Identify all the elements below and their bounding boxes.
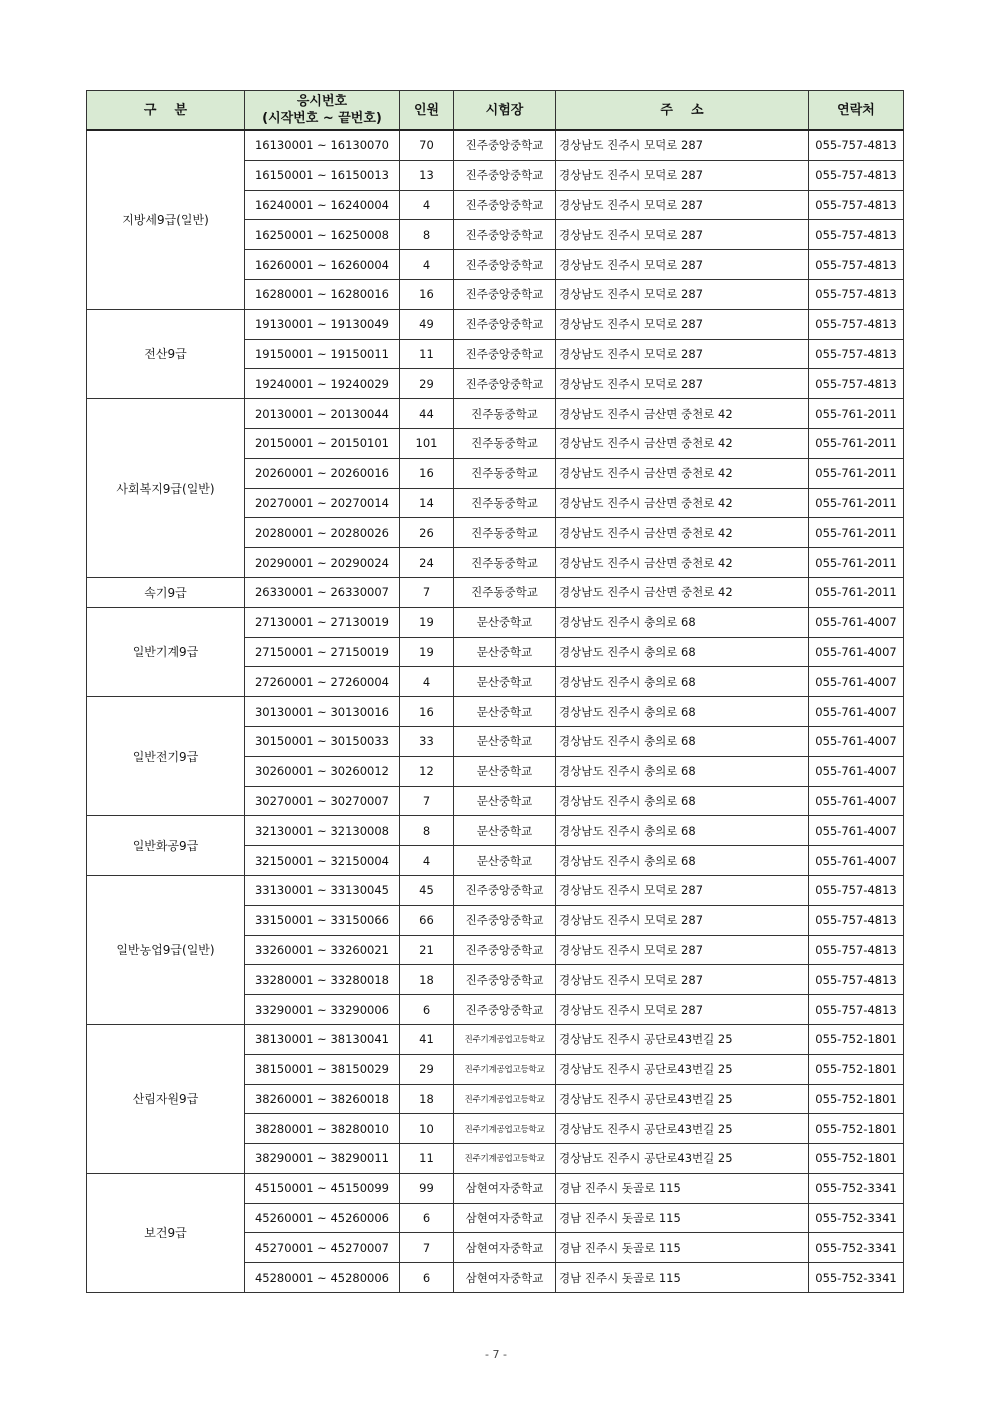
exam-number-range-cell: 32150001 ~ 32150004 — [245, 846, 400, 876]
address-cell: 경상남도 진주시 금산면 중천로 42 — [556, 458, 809, 488]
contact-cell: 055-757-4813 — [809, 369, 904, 399]
count-cell: 44 — [400, 399, 454, 429]
count-cell: 11 — [400, 339, 454, 369]
address-cell: 경상남도 진주시 금산면 중천로 42 — [556, 488, 809, 518]
contact-cell: 055-757-4813 — [809, 935, 904, 965]
address-cell: 경상남도 진주시 모덕로 287 — [556, 130, 809, 160]
category-cell: 전산9급 — [87, 309, 245, 398]
exam-number-range-cell: 30260001 ~ 30260012 — [245, 756, 400, 786]
exam-number-range-cell: 33130001 ~ 33130045 — [245, 875, 400, 905]
address-cell: 경남 진주시 돗골로 115 — [556, 1173, 809, 1203]
venue-cell: 문산중학교 — [454, 607, 556, 637]
count-cell: 29 — [400, 369, 454, 399]
table-header-row — [87, 91, 904, 131]
exam-number-range-cell: 16280001 ~ 16280016 — [245, 279, 400, 309]
address-cell: 경상남도 진주시 공단로43번길 25 — [556, 1084, 809, 1114]
address-cell: 경상남도 진주시 모덕로 287 — [556, 369, 809, 399]
exam-number-range-cell: 20270001 ~ 20270014 — [245, 488, 400, 518]
header-category: 구 분 — [87, 91, 245, 131]
contact-cell: 055-761-2011 — [809, 428, 904, 458]
venue-cell: 진주기계공업고등학교 — [454, 1054, 556, 1084]
contact-cell: 055-757-4813 — [809, 995, 904, 1025]
category-cell: 속기9급 — [87, 577, 245, 607]
venue-cell: 문산중학교 — [454, 846, 556, 876]
count-cell: 66 — [400, 905, 454, 935]
contact-cell: 055-752-3341 — [809, 1173, 904, 1203]
count-cell: 7 — [400, 1233, 454, 1263]
venue-cell: 문산중학교 — [454, 816, 556, 846]
contact-cell: 055-752-1801 — [809, 1084, 904, 1114]
address-cell: 경상남도 진주시 모덕로 287 — [556, 935, 809, 965]
contact-cell: 055-757-4813 — [809, 279, 904, 309]
venue-cell: 문산중학교 — [454, 697, 556, 727]
contact-cell: 055-752-3341 — [809, 1233, 904, 1263]
address-cell: 경상남도 진주시 충의로 68 — [556, 816, 809, 846]
address-cell: 경상남도 진주시 공단로43번길 25 — [556, 1054, 809, 1084]
count-cell: 12 — [400, 756, 454, 786]
address-cell: 경남 진주시 돗골로 115 — [556, 1203, 809, 1233]
contact-cell: 055-752-1801 — [809, 1054, 904, 1084]
exam-number-range-cell: 27150001 ~ 27150019 — [245, 637, 400, 667]
header-exam-number-line2: (시작번호 ~ 끝번호) — [262, 111, 382, 126]
count-cell: 7 — [400, 786, 454, 816]
count-cell: 16 — [400, 279, 454, 309]
count-cell: 45 — [400, 875, 454, 905]
exam-number-range-cell: 33150001 ~ 33150066 — [245, 905, 400, 935]
venue-cell: 진주동중학교 — [454, 399, 556, 429]
address-cell: 경상남도 진주시 모덕로 287 — [556, 965, 809, 995]
count-cell: 24 — [400, 548, 454, 578]
table-row — [87, 1173, 904, 1203]
contact-cell: 055-757-4813 — [809, 309, 904, 339]
count-cell: 16 — [400, 458, 454, 488]
venue-cell: 진주중앙중학교 — [454, 220, 556, 250]
venue-cell: 진주기계공업고등학교 — [454, 1024, 556, 1054]
contact-cell: 055-757-4813 — [809, 250, 904, 280]
exam-number-range-cell: 19150001 ~ 19150011 — [245, 339, 400, 369]
exam-number-range-cell: 33260001 ~ 33260021 — [245, 935, 400, 965]
count-cell: 21 — [400, 935, 454, 965]
contact-cell: 055-757-4813 — [809, 220, 904, 250]
address-cell: 경상남도 진주시 충의로 68 — [556, 667, 809, 697]
count-cell: 14 — [400, 488, 454, 518]
contact-cell: 055-757-4813 — [809, 965, 904, 995]
venue-cell: 진주중앙중학교 — [454, 905, 556, 935]
count-cell: 29 — [400, 1054, 454, 1084]
venue-cell: 진주동중학교 — [454, 428, 556, 458]
count-cell: 6 — [400, 1263, 454, 1293]
contact-cell: 055-752-1801 — [809, 1114, 904, 1144]
table-row — [87, 816, 904, 846]
venue-cell: 진주기계공업고등학교 — [454, 1114, 556, 1144]
exam-venue-table — [86, 90, 904, 1293]
exam-number-range-cell: 45270001 ~ 45270007 — [245, 1233, 400, 1263]
address-cell: 경상남도 진주시 금산면 중천로 42 — [556, 428, 809, 458]
count-cell: 26 — [400, 518, 454, 548]
venue-cell: 진주중앙중학교 — [454, 965, 556, 995]
contact-cell: 055-757-4813 — [809, 160, 904, 190]
count-cell: 70 — [400, 130, 454, 160]
count-cell: 11 — [400, 1144, 454, 1174]
exam-number-range-cell: 38130001 ~ 38130041 — [245, 1024, 400, 1054]
address-cell: 경상남도 진주시 공단로43번길 25 — [556, 1024, 809, 1054]
count-cell: 4 — [400, 667, 454, 697]
exam-number-range-cell: 19240001 ~ 19240029 — [245, 369, 400, 399]
header-exam-number — [245, 91, 400, 131]
contact-cell: 055-752-3341 — [809, 1263, 904, 1293]
address-cell: 경상남도 진주시 충의로 68 — [556, 846, 809, 876]
address-cell: 경상남도 진주시 충의로 68 — [556, 756, 809, 786]
count-cell: 7 — [400, 577, 454, 607]
contact-cell: 055-761-2011 — [809, 458, 904, 488]
contact-cell: 055-757-4813 — [809, 190, 904, 220]
address-cell: 경상남도 진주시 충의로 68 — [556, 637, 809, 667]
exam-number-range-cell: 45260001 ~ 45260006 — [245, 1203, 400, 1233]
contact-cell: 055-757-4813 — [809, 875, 904, 905]
address-cell: 경상남도 진주시 충의로 68 — [556, 607, 809, 637]
address-cell: 경상남도 진주시 충의로 68 — [556, 697, 809, 727]
address-cell: 경상남도 진주시 공단로43번길 25 — [556, 1144, 809, 1174]
venue-cell: 진주중앙중학교 — [454, 309, 556, 339]
venue-cell: 진주중앙중학교 — [454, 369, 556, 399]
exam-number-range-cell: 27260001 ~ 27260004 — [245, 667, 400, 697]
category-cell: 사회복지9급(일반) — [87, 399, 245, 578]
header-contact: 연락처 — [809, 91, 904, 131]
address-cell: 경상남도 진주시 모덕로 287 — [556, 995, 809, 1025]
contact-cell: 055-761-4007 — [809, 607, 904, 637]
address-cell: 경남 진주시 돗골로 115 — [556, 1263, 809, 1293]
venue-cell: 진주중앙중학교 — [454, 935, 556, 965]
address-cell: 경상남도 진주시 모덕로 287 — [556, 190, 809, 220]
venue-cell: 진주기계공업고등학교 — [454, 1144, 556, 1174]
venue-cell: 문산중학교 — [454, 637, 556, 667]
contact-cell: 055-761-4007 — [809, 697, 904, 727]
count-cell: 6 — [400, 1203, 454, 1233]
exam-number-range-cell: 20280001 ~ 20280026 — [245, 518, 400, 548]
exam-number-range-cell: 38150001 ~ 38150029 — [245, 1054, 400, 1084]
count-cell: 16 — [400, 697, 454, 727]
address-cell: 경상남도 진주시 모덕로 287 — [556, 339, 809, 369]
table-row — [87, 1024, 904, 1054]
contact-cell: 055-761-2011 — [809, 399, 904, 429]
exam-number-range-cell: 20260001 ~ 20260016 — [245, 458, 400, 488]
address-cell: 경상남도 진주시 모덕로 287 — [556, 220, 809, 250]
address-cell: 경상남도 진주시 모덕로 287 — [556, 250, 809, 280]
address-cell: 경상남도 진주시 모덕로 287 — [556, 279, 809, 309]
venue-cell: 삼현여자중학교 — [454, 1263, 556, 1293]
venue-cell: 진주중앙중학교 — [454, 875, 556, 905]
venue-cell: 문산중학교 — [454, 667, 556, 697]
address-cell: 경남 진주시 돗골로 115 — [556, 1233, 809, 1263]
contact-cell: 055-752-3341 — [809, 1203, 904, 1233]
address-cell: 경상남도 진주시 금산면 중천로 42 — [556, 577, 809, 607]
venue-cell: 진주기계공업고등학교 — [454, 1084, 556, 1114]
venue-cell: 진주중앙중학교 — [454, 995, 556, 1025]
exam-number-range-cell: 16250001 ~ 16250008 — [245, 220, 400, 250]
category-cell: 지방세9급(일반) — [87, 130, 245, 309]
exam-number-range-cell: 16150001 ~ 16150013 — [245, 160, 400, 190]
exam-number-range-cell: 32130001 ~ 32130008 — [245, 816, 400, 846]
count-cell: 4 — [400, 190, 454, 220]
count-cell: 18 — [400, 1084, 454, 1114]
exam-number-range-cell: 30270001 ~ 30270007 — [245, 786, 400, 816]
contact-cell: 055-761-4007 — [809, 816, 904, 846]
category-cell: 일반농업9급(일반) — [87, 875, 245, 1024]
venue-cell: 문산중학교 — [454, 786, 556, 816]
contact-cell: 055-761-4007 — [809, 846, 904, 876]
exam-number-range-cell: 33280001 ~ 33280018 — [245, 965, 400, 995]
address-cell: 경상남도 진주시 금산면 중천로 42 — [556, 399, 809, 429]
exam-number-range-cell: 19130001 ~ 19130049 — [245, 309, 400, 339]
exam-number-range-cell: 33290001 ~ 33290006 — [245, 995, 400, 1025]
address-cell: 경상남도 진주시 모덕로 287 — [556, 905, 809, 935]
header-address: 주 소 — [556, 91, 809, 131]
exam-number-range-cell: 20290001 ~ 20290024 — [245, 548, 400, 578]
count-cell: 33 — [400, 726, 454, 756]
table-row — [87, 875, 904, 905]
contact-cell: 055-761-2011 — [809, 488, 904, 518]
exam-number-range-cell: 20130001 ~ 20130044 — [245, 399, 400, 429]
count-cell: 13 — [400, 160, 454, 190]
count-cell: 101 — [400, 428, 454, 458]
venue-cell: 진주동중학교 — [454, 488, 556, 518]
contact-cell: 055-761-2011 — [809, 577, 904, 607]
venue-cell: 진주동중학교 — [454, 518, 556, 548]
address-cell: 경상남도 진주시 모덕로 287 — [556, 309, 809, 339]
exam-number-range-cell: 38260001 ~ 38260018 — [245, 1084, 400, 1114]
address-cell: 경상남도 진주시 모덕로 287 — [556, 875, 809, 905]
header-venue: 시험장 — [454, 91, 556, 131]
count-cell: 4 — [400, 846, 454, 876]
count-cell: 10 — [400, 1114, 454, 1144]
contact-cell: 055-761-4007 — [809, 667, 904, 697]
contact-cell: 055-761-4007 — [809, 637, 904, 667]
exam-number-range-cell: 20150001 ~ 20150101 — [245, 428, 400, 458]
address-cell: 경상남도 진주시 금산면 중천로 42 — [556, 548, 809, 578]
contact-cell: 055-752-1801 — [809, 1144, 904, 1174]
header-exam-number-line1: 응시번호 — [296, 94, 348, 109]
contact-cell: 055-757-4813 — [809, 339, 904, 369]
count-cell: 49 — [400, 309, 454, 339]
count-cell: 41 — [400, 1024, 454, 1054]
contact-cell: 055-761-4007 — [809, 756, 904, 786]
page-number: - 7 - — [485, 1348, 507, 1361]
address-cell: 경상남도 진주시 충의로 68 — [556, 786, 809, 816]
contact-cell: 055-761-2011 — [809, 518, 904, 548]
count-cell: 19 — [400, 637, 454, 667]
count-cell: 19 — [400, 607, 454, 637]
exam-number-range-cell: 30130001 ~ 30130016 — [245, 697, 400, 727]
exam-number-range-cell: 16260001 ~ 16260004 — [245, 250, 400, 280]
address-cell: 경상남도 진주시 충의로 68 — [556, 726, 809, 756]
contact-cell: 055-752-1801 — [809, 1024, 904, 1054]
table-row — [87, 607, 904, 637]
category-cell: 일반기계9급 — [87, 607, 245, 696]
exam-number-range-cell: 27130001 ~ 27130019 — [245, 607, 400, 637]
contact-cell: 055-757-4813 — [809, 905, 904, 935]
count-cell: 99 — [400, 1173, 454, 1203]
venue-cell: 진주중앙중학교 — [454, 339, 556, 369]
address-cell: 경상남도 진주시 공단로43번길 25 — [556, 1114, 809, 1144]
table-row — [87, 399, 904, 429]
exam-number-range-cell: 38280001 ~ 38280010 — [245, 1114, 400, 1144]
exam-number-range-cell: 45280001 ~ 45280006 — [245, 1263, 400, 1293]
exam-number-range-cell: 38290001 ~ 38290011 — [245, 1144, 400, 1174]
category-cell: 산림자원9급 — [87, 1024, 245, 1173]
contact-cell: 055-761-2011 — [809, 548, 904, 578]
venue-cell: 삼현여자중학교 — [454, 1173, 556, 1203]
exam-number-range-cell: 16240001 ~ 16240004 — [245, 190, 400, 220]
count-cell: 4 — [400, 250, 454, 280]
venue-cell: 진주중앙중학교 — [454, 160, 556, 190]
venue-cell: 진주중앙중학교 — [454, 250, 556, 280]
exam-number-range-cell: 16130001 ~ 16130070 — [245, 130, 400, 160]
venue-cell: 진주동중학교 — [454, 577, 556, 607]
count-cell: 18 — [400, 965, 454, 995]
count-cell: 8 — [400, 220, 454, 250]
category-cell: 일반전기9급 — [87, 697, 245, 816]
category-cell: 일반화공9급 — [87, 816, 245, 876]
count-cell: 8 — [400, 816, 454, 846]
address-cell: 경상남도 진주시 모덕로 287 — [556, 160, 809, 190]
category-cell: 보건9급 — [87, 1173, 245, 1292]
venue-cell: 삼현여자중학교 — [454, 1233, 556, 1263]
contact-cell: 055-761-4007 — [809, 786, 904, 816]
venue-cell: 진주동중학교 — [454, 548, 556, 578]
venue-cell: 문산중학교 — [454, 756, 556, 786]
exam-number-range-cell: 45150001 ~ 45150099 — [245, 1173, 400, 1203]
exam-number-range-cell: 30150001 ~ 30150033 — [245, 726, 400, 756]
table-row — [87, 577, 904, 607]
contact-cell: 055-757-4813 — [809, 130, 904, 160]
count-cell: 6 — [400, 995, 454, 1025]
venue-cell: 진주중앙중학교 — [454, 130, 556, 160]
table-row — [87, 130, 904, 160]
venue-cell: 진주중앙중학교 — [454, 190, 556, 220]
exam-number-range-cell: 26330001 ~ 26330007 — [245, 577, 400, 607]
table-row — [87, 697, 904, 727]
venue-cell: 문산중학교 — [454, 726, 556, 756]
table-row — [87, 309, 904, 339]
venue-cell: 삼현여자중학교 — [454, 1203, 556, 1233]
header-count: 인원 — [400, 91, 454, 131]
address-cell: 경상남도 진주시 금산면 중천로 42 — [556, 518, 809, 548]
venue-cell: 진주동중학교 — [454, 458, 556, 488]
table-body — [87, 130, 904, 1293]
contact-cell: 055-761-4007 — [809, 726, 904, 756]
venue-cell: 진주중앙중학교 — [454, 279, 556, 309]
